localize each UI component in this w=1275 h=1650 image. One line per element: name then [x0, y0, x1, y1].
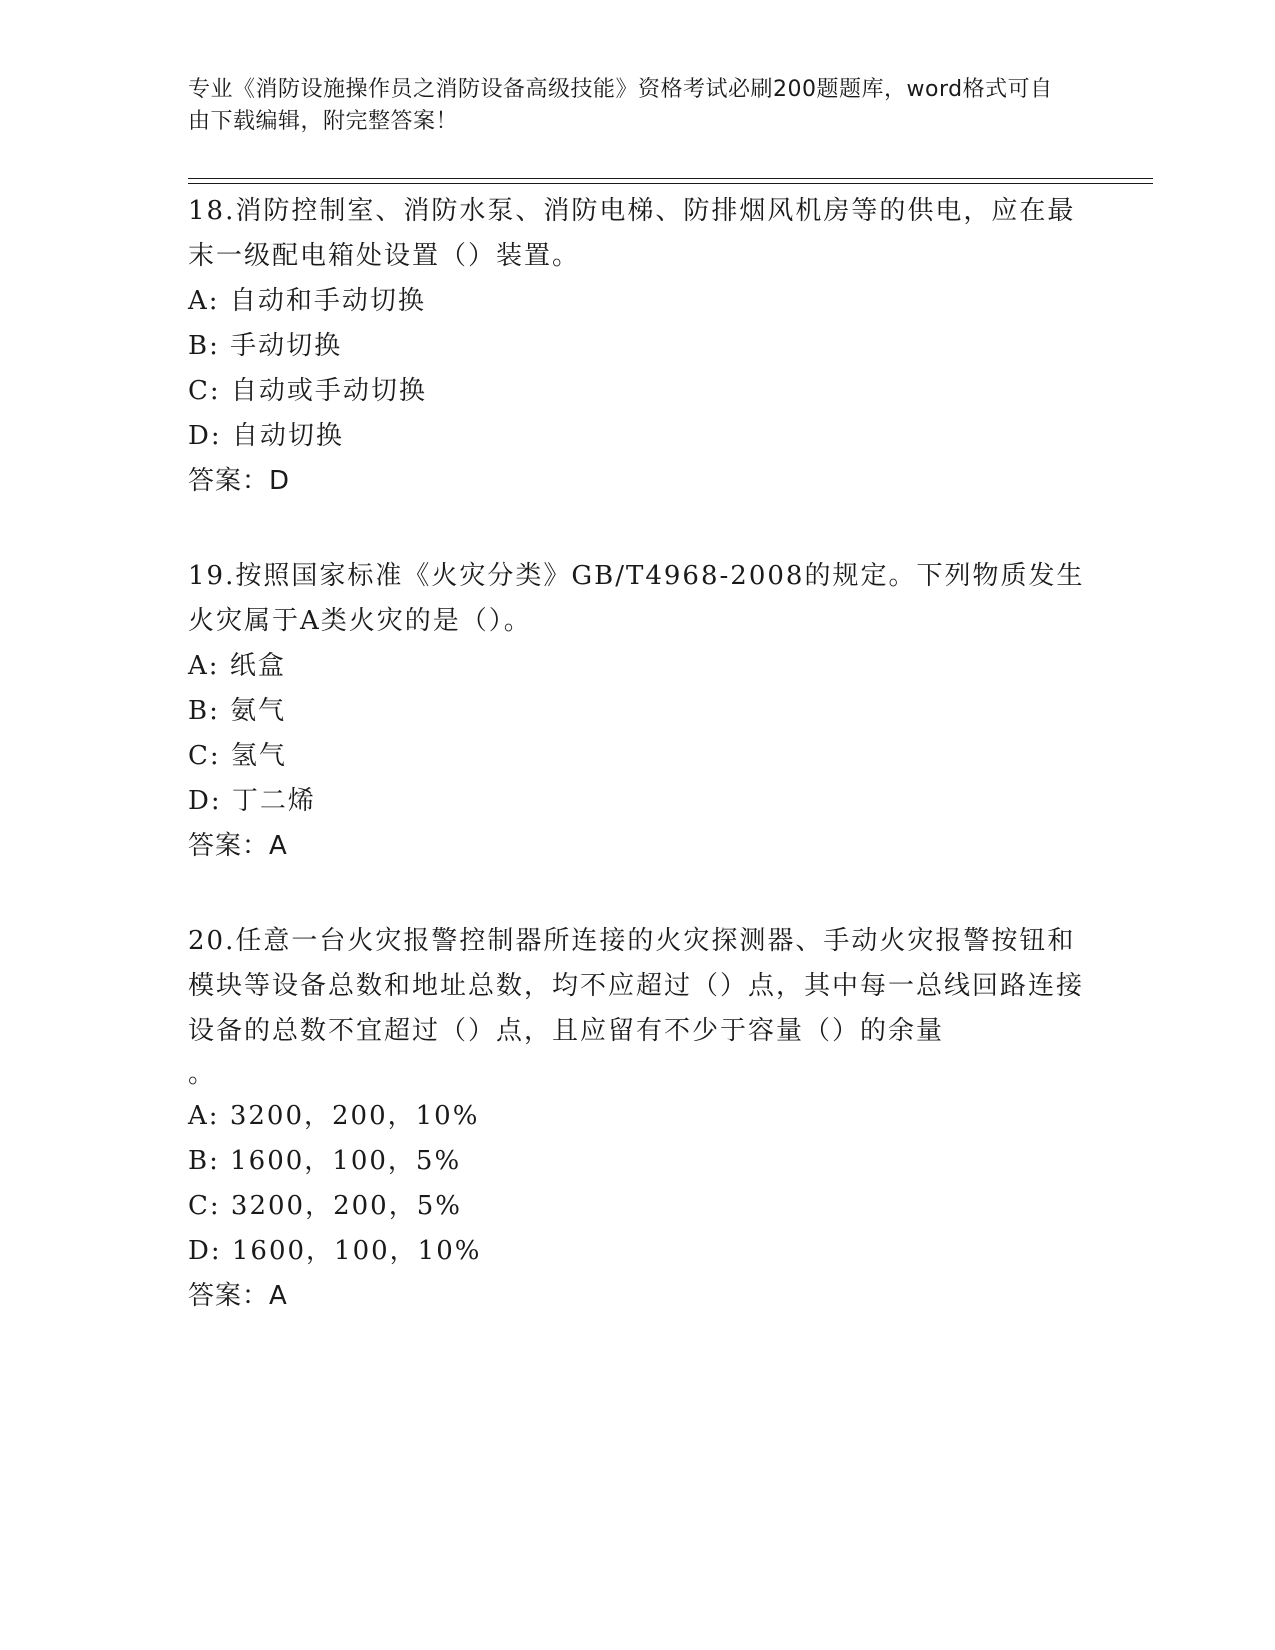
- question-text: 任意一台火灾报警控制器所连接的火灾探测器、手动火灾报警按钮和模块等设备总数和地址总数，均不应超过（）点，其中每一总线回路连接设备的总数不宜超过（）点，且应留有不少于容量（）的余量: [188, 926, 1085, 1046]
- option-b: [188, 1139, 1088, 1184]
- document-header: [188, 74, 1068, 138]
- answer: 答案：A: [188, 1281, 288, 1311]
- question-stem: [188, 189, 1088, 279]
- header-text: 专业《消防设施操作员之消防设备高级技能》资格考试必刷200题题库，word格式可自由下载编辑，附完整答案！: [188, 77, 1053, 134]
- option-text: 自动或手动切换: [230, 376, 427, 406]
- option-label: D:: [188, 421, 222, 451]
- option-d: [188, 1229, 1088, 1274]
- question-18: [188, 189, 1088, 504]
- option-d: [188, 779, 1088, 824]
- question-20: [188, 919, 1088, 1319]
- option-text: 自动切换: [231, 421, 344, 451]
- option-label: C:: [188, 1191, 221, 1221]
- option-label: B:: [188, 331, 220, 361]
- option-c: [188, 734, 1088, 779]
- question-number: 19.: [188, 561, 236, 591]
- option-text: 手动切换: [230, 331, 343, 361]
- option-text: 3200，200，5%: [230, 1191, 462, 1221]
- option-text: 3200，200，10%: [229, 1101, 480, 1131]
- option-text: 1600，100，5%: [230, 1146, 462, 1176]
- header-divider-top: [188, 178, 1153, 179]
- header-divider-bottom: [188, 183, 1153, 184]
- answer: 答案：D: [188, 466, 291, 496]
- option-text: 丁二烯: [231, 786, 316, 816]
- option-c: [188, 1184, 1088, 1229]
- option-label: C:: [188, 741, 221, 771]
- option-b: [188, 324, 1088, 369]
- option-a: [188, 1094, 1088, 1139]
- option-text: 氢气: [230, 741, 287, 771]
- option-a: [188, 644, 1088, 689]
- option-text: 纸盒: [229, 651, 286, 681]
- option-text: 1600，100，10%: [231, 1236, 482, 1266]
- question-text: 消防控制室、消防水泵、消防电梯、防排烟风机房等的供电，应在最末一级配电箱处设置（）装置。: [188, 196, 1076, 271]
- option-b: [188, 689, 1088, 734]
- option-label: C:: [188, 376, 221, 406]
- question-stem-trail: 。: [188, 1059, 217, 1089]
- option-label: D:: [188, 786, 222, 816]
- option-c: [188, 369, 1088, 414]
- question-stem: [188, 554, 1088, 644]
- question-number: 20.: [188, 926, 236, 956]
- option-label: A:: [188, 1101, 220, 1131]
- question-19: [188, 554, 1088, 869]
- question-stem: [188, 919, 1088, 1054]
- option-d: [188, 414, 1088, 459]
- question-number: 18.: [188, 196, 236, 226]
- answer: 答案：A: [188, 831, 288, 861]
- option-text: 自动和手动切换: [229, 286, 426, 316]
- question-text: 按照国家标准《火灾分类》GB/T4968-2008的规定。下列物质发生火灾属于A类火灾的是（）。: [188, 561, 1085, 636]
- option-label: A:: [188, 286, 220, 316]
- option-label: D:: [188, 1236, 222, 1266]
- option-label: B:: [188, 1146, 220, 1176]
- option-text: 氨气: [230, 696, 287, 726]
- option-label: B:: [188, 696, 220, 726]
- option-a: [188, 279, 1088, 324]
- option-label: A:: [188, 651, 220, 681]
